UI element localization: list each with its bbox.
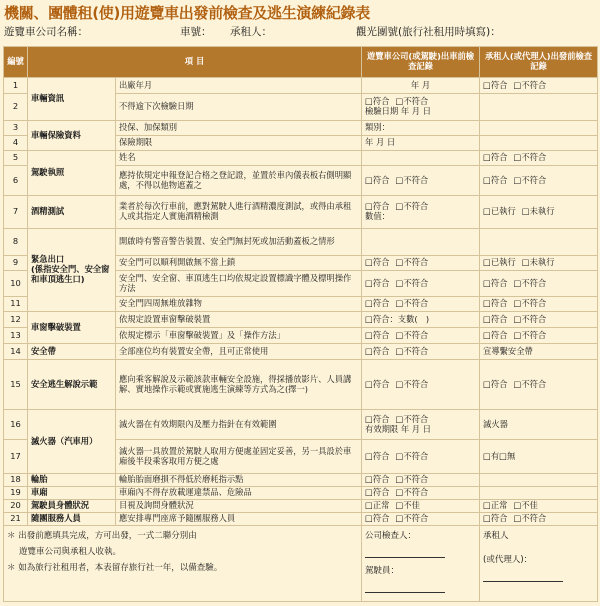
row-number: 16	[4, 410, 28, 440]
exit-note: (係指安全門、安全窗和車頂逃生口)	[31, 264, 110, 284]
checkbox-ok[interactable]: □符合	[365, 174, 390, 185]
checkbox-not-ok[interactable]: □不符合	[513, 277, 547, 288]
checkbox-not-ok[interactable]: □不符合	[395, 96, 429, 107]
checkbox-ok[interactable]: □符合	[365, 345, 390, 356]
row-item: 安全門可以順利開啟無不當上鎖	[116, 256, 362, 271]
row-number: 1	[4, 78, 28, 94]
checkbox-not-ok[interactable]: □不符合	[395, 513, 429, 524]
row-number: 4	[4, 136, 28, 151]
checkbox-not-ok[interactable]: □不符合	[513, 313, 547, 324]
car-number-label: 車號：	[180, 26, 212, 38]
renter-sign-label: 承租人	[483, 531, 509, 541]
company-check	[362, 410, 480, 440]
checkbox-not-ok[interactable]: □不符合	[395, 298, 429, 309]
table-row	[4, 312, 598, 328]
company-cell	[362, 229, 480, 256]
checkbox-normal[interactable]: □正常	[365, 500, 390, 511]
category-tire: 輪胎	[28, 474, 116, 487]
renter-check	[480, 360, 598, 410]
checkbox-not-ok[interactable]: □不符合	[395, 474, 429, 485]
category-escape: 安全逃生解說示範	[28, 360, 116, 410]
checkbox-ok[interactable]: □符合	[483, 174, 508, 185]
renter-value: 宣導繫安全帶	[480, 344, 598, 360]
row-number: 14	[4, 344, 28, 360]
renter-signature-line[interactable]	[483, 571, 563, 582]
checkbox-not-ok[interactable]: □不符合	[395, 277, 429, 288]
company-check	[362, 328, 480, 344]
alcohol-value: 數值：	[365, 211, 390, 221]
row-number: 7	[4, 196, 28, 229]
checkbox-ok[interactable]: □符合	[365, 487, 390, 498]
checkbox-not-ok[interactable]: □不符合	[395, 257, 429, 268]
driver-signature-line[interactable]	[365, 582, 445, 593]
row-item: 車廂內不得存放載運違禁品、危險品	[116, 487, 362, 500]
row-item: 姓名	[116, 151, 362, 166]
row-item: 全部座位均有裝置安全帶，且可正常使用	[116, 344, 362, 360]
row-number: 9	[4, 256, 28, 271]
checkbox-ok[interactable]: □符合	[365, 450, 390, 461]
row-item: 依規定標示「車窗擊破裝置」及「操作方法」	[116, 328, 362, 344]
row-item: 投保、加保類別	[116, 121, 362, 136]
checkbox-not-ok[interactable]: □不符合	[395, 201, 429, 212]
header-company: 遊覽車公司(或駕駛)出車前檢查記錄	[362, 47, 480, 78]
company-check	[362, 271, 480, 297]
tour-group-label: 觀光團號(旅行社租用時填寫)：	[356, 26, 501, 38]
table-row	[4, 344, 598, 360]
checkbox-ok[interactable]: □符合	[365, 474, 390, 485]
checkbox-not-ok[interactable]: □不符合	[513, 378, 547, 389]
row-item: 業者於每次行車前，應對駕駛人進行酒精濃度測試，或得由承租人或其指定人實施酒精檢測	[116, 196, 362, 229]
company-value: 年 月 日	[362, 136, 480, 151]
checkbox-not-done[interactable]: □未執行	[521, 206, 555, 217]
checkbox-has-none[interactable]: □有□無	[483, 450, 516, 461]
company-check	[362, 94, 480, 121]
company-signature	[362, 526, 480, 602]
company-check	[362, 312, 480, 328]
checkbox-ok[interactable]: □符合	[483, 513, 508, 524]
row-number: 10	[4, 271, 28, 297]
inspector-signature-line[interactable]	[365, 547, 445, 558]
category-driver-health: 駕駛員身體狀況	[28, 500, 116, 513]
table-row	[4, 196, 598, 229]
checkbox-not-ok[interactable]: □不符合	[395, 174, 429, 185]
category-seatbelt: 安全帶	[28, 344, 116, 360]
checkbox-not-ok[interactable]: □不符合	[395, 345, 429, 356]
checkbox-ok[interactable]: □符合	[365, 298, 390, 309]
category-alcohol: 酒精測試	[28, 196, 116, 229]
renter-check	[480, 513, 598, 526]
company-check	[362, 487, 480, 500]
company-value: 年 月	[362, 78, 480, 94]
row-number: 11	[4, 297, 28, 312]
company-check	[362, 440, 480, 474]
checkbox-not-ok[interactable]: □不符合	[395, 450, 429, 461]
category-vehicle-info: 車輛資訊	[28, 78, 116, 121]
company-cell	[362, 151, 480, 166]
checkbox-ok[interactable]: □符合	[365, 513, 390, 524]
renter-check	[480, 78, 598, 94]
table-row	[4, 410, 598, 440]
table-row	[4, 78, 598, 94]
row-item: 不得逾下次檢驗日期	[116, 94, 362, 121]
form-title: 機關、團體租(使)用遊覽車出發前檢查及逃生演練紀錄表	[4, 4, 370, 22]
category-hammer: 車窗擊破裝置	[28, 312, 116, 344]
row-number: 5	[4, 151, 28, 166]
checkbox-ok[interactable]: □符合	[483, 152, 508, 163]
company-value: 類別：	[362, 121, 480, 136]
checkbox-ok[interactable]: □符合	[483, 298, 508, 309]
row-number: 8	[4, 229, 28, 256]
row-number: 21	[4, 513, 28, 526]
row-item: 輪胎胎面磨損不得低於磨耗指示點	[116, 474, 362, 487]
header-renter: 承租人(或代理人)出發前檢查記錄	[480, 47, 598, 78]
row-number: 3	[4, 121, 28, 136]
checkbox-not-ok[interactable]: □不符合	[513, 513, 547, 524]
renter-cell	[480, 474, 598, 487]
company-check	[362, 166, 480, 196]
checkbox-not-ok[interactable]: □不符合	[395, 378, 429, 389]
company-check	[362, 256, 480, 271]
inspector-label: 公司檢查人：	[365, 531, 417, 541]
renter-check	[480, 312, 598, 328]
footer-notes	[4, 526, 362, 602]
row-number: 20	[4, 500, 28, 513]
renter-check	[480, 166, 598, 196]
company-check	[362, 344, 480, 360]
company-check	[362, 474, 480, 487]
checkbox-done[interactable]: □已執行	[483, 257, 516, 268]
table-row	[4, 151, 598, 166]
checkbox-ok[interactable]: □符合	[365, 378, 390, 389]
header-item: 項 目	[28, 47, 362, 78]
renter-check	[480, 271, 598, 297]
checkbox-not-ok[interactable]: □不符合	[395, 487, 429, 498]
renter-check	[480, 297, 598, 312]
renter-check	[480, 196, 598, 229]
renter-cell	[480, 229, 598, 256]
category-license: 駕駛執照	[28, 151, 116, 196]
checkbox-ok[interactable]: □符合	[483, 378, 508, 389]
checkbox-poor[interactable]: □不佳	[513, 500, 538, 511]
row-item: 滅火器一具放置於駕駛人取用方便處並固定妥善，另一具設於車廂後半段乘客取用方便之處	[116, 440, 362, 474]
row-item: 安全門四周無堆放雜物	[116, 297, 362, 312]
checkbox-ok[interactable]: □符合	[483, 313, 508, 324]
row-item: 應向乘客解說及示範該款車輛安全設施，得採播放影片、人員講解、實地操作示範或實施逃生演練等方式為之(擇一)	[116, 360, 362, 410]
header-no: 編號	[4, 47, 28, 78]
checkbox-ok[interactable]: □符合	[365, 201, 390, 212]
renter-check	[480, 328, 598, 344]
renter-cell	[480, 94, 598, 121]
checkbox-not-done[interactable]: □未執行	[521, 257, 555, 268]
checkbox-ok[interactable]: □符合	[365, 96, 390, 107]
table-row	[4, 121, 598, 136]
renter-label: 承租人：	[230, 26, 272, 38]
company-check	[362, 297, 480, 312]
table-row	[4, 360, 598, 410]
exit-label: 緊急出口	[31, 254, 65, 265]
row-number: 6	[4, 166, 28, 196]
table-row	[4, 229, 598, 256]
row-item: 出廠年月	[116, 78, 362, 94]
checklist-table	[3, 46, 598, 602]
checkbox-not-ok[interactable]: □不符合	[513, 298, 547, 309]
row-number: 2	[4, 94, 28, 121]
checkbox-poor[interactable]: □不佳	[395, 500, 420, 511]
row-item: 保險期限	[116, 136, 362, 151]
header-row	[4, 47, 598, 78]
row-number: 12	[4, 312, 28, 328]
checkbox-not-ok[interactable]: □不符合	[513, 174, 547, 185]
footer-row	[4, 526, 598, 602]
renter-cell	[480, 121, 598, 136]
table-row	[4, 487, 598, 500]
company-name-label: 遊覽車公司名稱：	[4, 26, 88, 38]
company-check	[362, 360, 480, 410]
renter-check	[480, 500, 598, 513]
note-2: ＊ 如為旅行社租用者，本表留存旅行社一年，以備查驗。	[7, 563, 223, 574]
checkbox-ok[interactable]: □符合	[483, 329, 508, 340]
category-exit	[28, 229, 116, 312]
row-item: 依規定設置車窗擊破裝置	[116, 312, 362, 328]
checkbox-ok[interactable]: □符合	[365, 277, 390, 288]
row-number: 19	[4, 487, 28, 500]
renter-signature	[480, 526, 598, 602]
checkbox-ok[interactable]: □符合	[483, 277, 508, 288]
checkbox-not-ok[interactable]: □不符合	[513, 152, 547, 163]
row-item: 應持依規定申報登記合格之登記證，並置於車內儀表板右側明顯處，不得以他物遮蓋之	[116, 166, 362, 196]
category-attendant: 隨團服務人員	[28, 513, 116, 526]
renter-check	[480, 256, 598, 271]
row-item: 安全門、安全窗、車頂逃生口均依規定設置標識字體及標明操作方法	[116, 271, 362, 297]
category-extinguisher: 滅火器（汽車用）	[28, 410, 116, 474]
note-1: ＊ 出發前應填具完成，方可出發，一式二聯分別由	[7, 531, 197, 541]
table-row	[4, 500, 598, 513]
row-item: 滅火器在有效期限內及壓力指針在有效範圍	[116, 410, 362, 440]
inspection-date: 檢驗日期 年 月 日	[365, 106, 432, 116]
row-number: 15	[4, 360, 28, 410]
table-row	[4, 513, 598, 526]
renter-check	[480, 440, 598, 474]
renter-cell	[480, 487, 598, 500]
table-row	[4, 474, 598, 487]
company-check	[362, 500, 480, 513]
renter-cell	[480, 136, 598, 151]
checkbox-not-ok[interactable]: □不符合	[395, 413, 429, 424]
checkbox-not-ok[interactable]: □不符合	[395, 329, 429, 340]
agent-label: (或代理人)：	[483, 555, 533, 566]
renter-value: 滅火器	[480, 410, 598, 440]
checkbox-ok[interactable]: □符合	[365, 413, 390, 424]
extinguisher-expiry: 有效期限 年 月 日	[365, 423, 432, 434]
checkbox-ok[interactable]: □符合	[365, 257, 390, 268]
checkbox-done[interactable]: □已執行	[483, 206, 516, 217]
note-1b: 遊覽車公司與承租人收執。	[19, 547, 122, 558]
row-number: 17	[4, 440, 28, 474]
category-insurance: 車輛保險資料	[28, 121, 116, 151]
row-item: 目視及詢問身體狀況	[116, 500, 362, 513]
checkbox-ok[interactable]: □符合：支數( )	[365, 313, 430, 324]
checkbox-ok[interactable]: □符合	[483, 79, 508, 90]
category-cabin: 車廂	[28, 487, 116, 500]
hammer-count: 支數( )	[397, 313, 430, 324]
company-check	[362, 513, 480, 526]
checkbox-not-ok[interactable]: □不符合	[513, 329, 547, 340]
renter-check	[480, 151, 598, 166]
row-item: 開啟時有警音警告裝置、安全門無封死或加活動蓋板之情形	[116, 229, 362, 256]
checkbox-not-ok[interactable]: □不符合	[513, 79, 547, 90]
row-number: 18	[4, 474, 28, 487]
row-number: 13	[4, 328, 28, 344]
row-item: 應安排專門座席予隨團服務人員	[116, 513, 362, 526]
checkbox-ok[interactable]: □符合	[365, 329, 390, 340]
company-check	[362, 196, 480, 229]
checkbox-normal[interactable]: □正常	[483, 500, 508, 511]
driver-label: 駕駛員：	[365, 566, 400, 577]
